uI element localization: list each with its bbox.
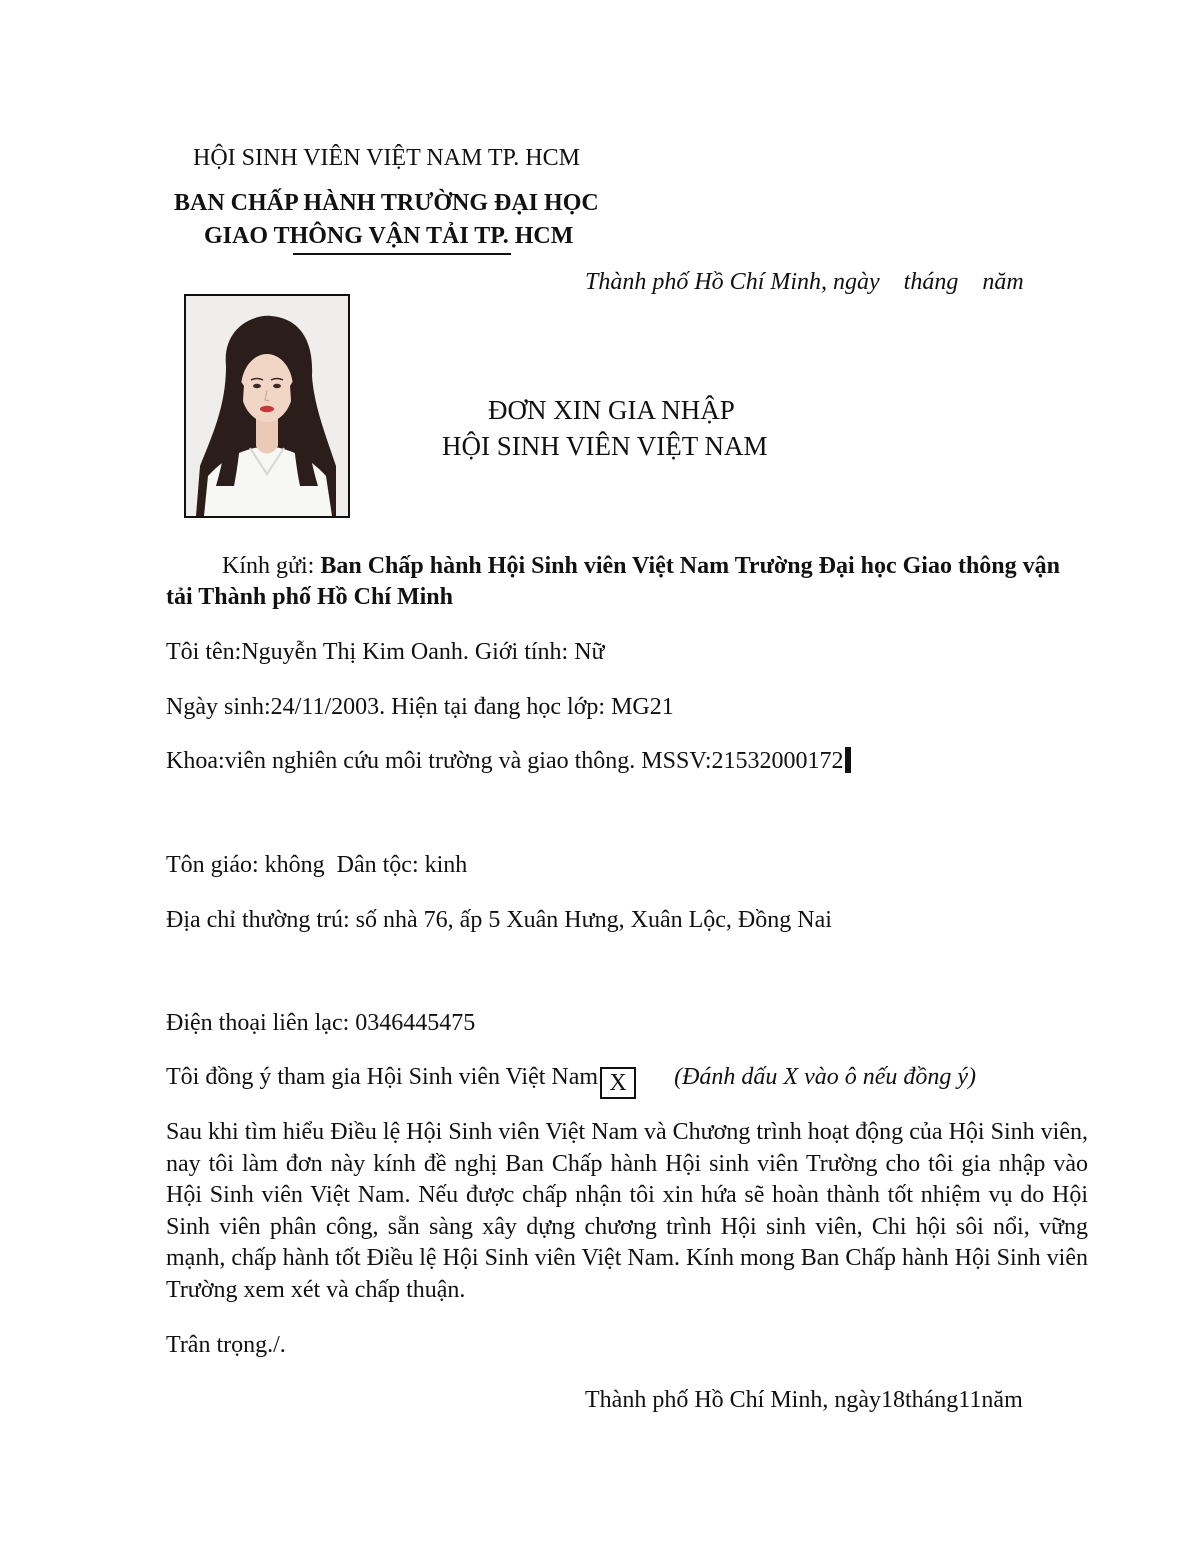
portrait-image (186, 296, 348, 516)
form-title-line1: ĐƠN XIN GIA NHẬP (488, 395, 735, 425)
applicant-photo (184, 294, 350, 518)
faculty-id-text: Khoa:viên nghiên cứu môi trường và giao thông. MSSV:2153200017 (166, 748, 832, 774)
school-name-line2: GIAO THÔNG VẬN TẢI TP. HCM (204, 223, 574, 249)
name-gender-line: Tôi tên:Nguyễn Thị Kim Oanh. Giới tính: Nữ (166, 639, 605, 665)
address-line: Địa chỉ thường trú: số nhà 76, ấp 5 Xuân Hưng, Xuân Lộc, Đồng Nai (166, 907, 832, 933)
consent-checkbox[interactable]: X (600, 1067, 636, 1099)
consent-line (166, 1062, 976, 1099)
closing-line: Trân trọng./. (166, 1332, 286, 1358)
text-cursor (845, 747, 851, 773)
consent-text: Tôi đồng ý tham gia Hội Sinh viên Việt Nam (166, 1064, 599, 1090)
faculty-id-line (166, 746, 851, 776)
school-name-line1: BAN CHẤP HÀNH TRƯỜNG ĐẠI HỌC (174, 190, 599, 216)
faculty-id-last-char: 2 (831, 748, 844, 774)
organization-name: HỘI SINH VIÊN VIỆT NAM TP. HCM (193, 145, 580, 171)
header-underline (293, 253, 511, 255)
signature-date: Thành phố Hồ Chí Minh, ngày18tháng11năm (585, 1387, 1023, 1413)
recipient-value: Ban Chấp hành Hội Sinh viên Việt Nam Trường Đại học Giao thông vận tải Thành phố Hồ Chí Minh (166, 553, 1060, 610)
application-body: Sau khi tìm hiểu Điều lệ Hội Sinh viên Việt Nam và Chương trình hoạt động của Hội Sinh viên, nay tôi làm đơn này kính đề nghị Ban Chấp hành Hội sinh viên Trường cho tôi gia nhập vào Hội Sinh viên Việt Nam. Nếu được chấp nhận tôi xin hứa sẽ hoàn thành tốt nhiệm vụ do Hội Sinh viên phân công, sẵn sàng xây dựng chương trình Hội sinh viên, Chi hội sôi nổi, vững mạnh, chấp hành tốt Điều lệ Hội Sinh viên Việt Nam. Kính mong Ban Chấp hành Hội Sinh viên Trường xem xét và chấp thuận. (166, 1119, 1088, 1303)
recipient-label: Kính gửi: (222, 553, 321, 579)
dob-class-line: Ngày sinh:24/11/2003. Hiện tại đang học lớp: MG21 (166, 694, 674, 720)
consent-hint: (Đánh dấu X vào ô nếu đồng ý) (674, 1064, 977, 1090)
form-title-line2: HỘI SINH VIÊN VIỆT NAM (442, 431, 768, 461)
recipient-line (166, 551, 1071, 613)
religion-ethnicity-line: Tôn giáo: không Dân tộc: kinh (166, 852, 468, 878)
date-placeholder: Thành phố Hồ Chí Minh, ngày tháng năm (585, 269, 1024, 295)
phone-line: Điện thoại liên lạc: 0346445475 (166, 1010, 476, 1036)
